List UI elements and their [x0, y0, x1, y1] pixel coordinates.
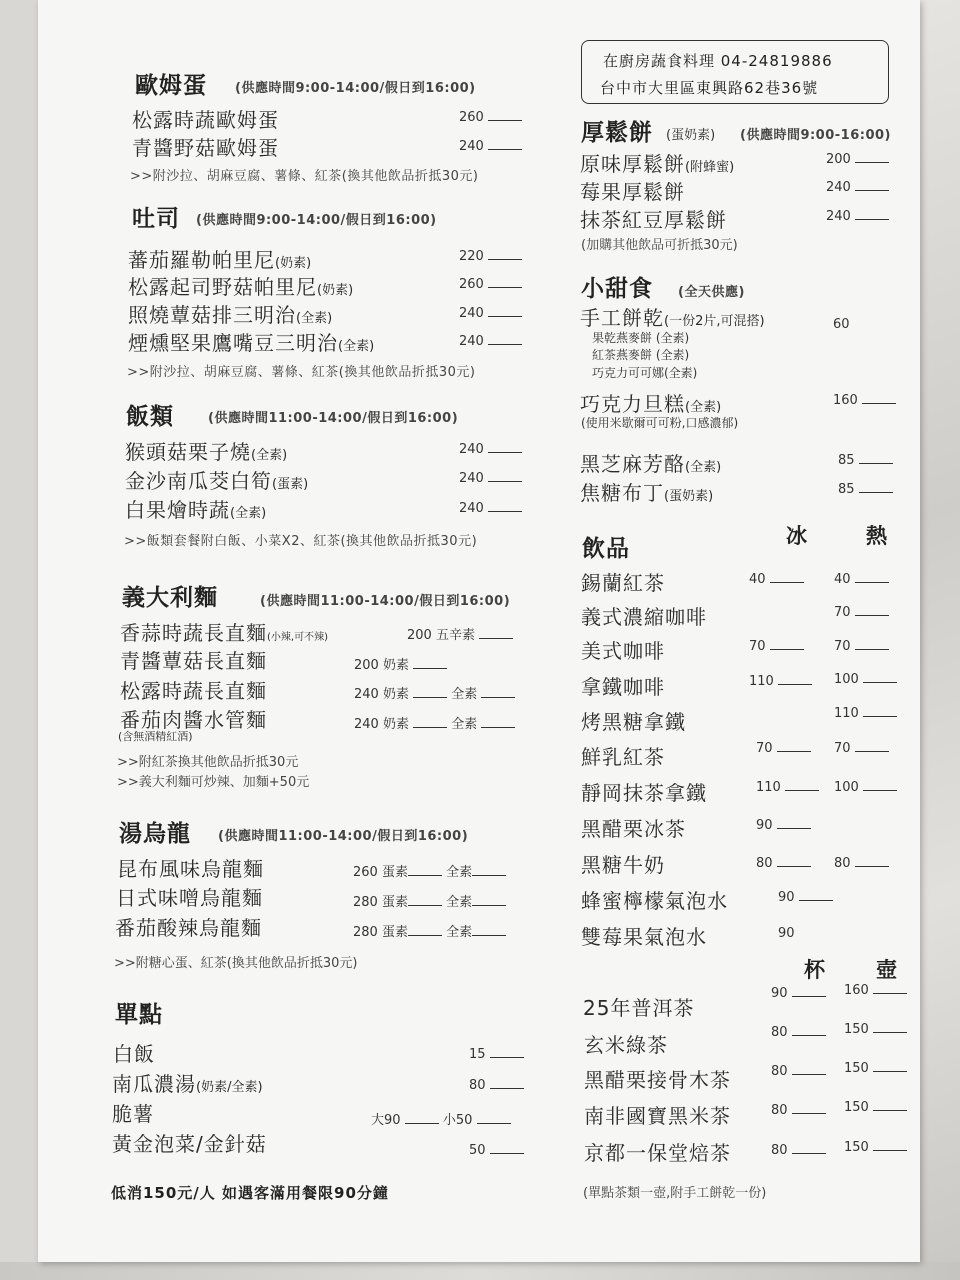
order-blank [488, 472, 522, 482]
marble-background [920, 0, 960, 1280]
menu-item-price: 240 [459, 471, 484, 486]
order-blank [855, 153, 889, 163]
menu-item-name: 手工餅乾 [580, 306, 664, 330]
menu-item-name: 青醬野菇歐姆蛋 [132, 136, 279, 160]
pot-price: 150 [844, 1061, 869, 1076]
menu-item-name: 番茄肉醬水管麵 [120, 708, 267, 732]
diet-tag: (全素) [251, 448, 288, 463]
cup-price: 80 [771, 1143, 788, 1158]
menu-item-name: 蕃茄羅勒帕里尼 [128, 248, 275, 272]
menu-item-name: 猴頭菇栗子燒 [125, 440, 251, 464]
toast-note: >>附沙拉、胡麻豆腐、薯條、紅茶(換其他飲品折抵30元) [127, 365, 476, 380]
cup-price: 80 [771, 1103, 788, 1118]
ice-price: 80 [756, 856, 773, 871]
pancake-note: (加購其他飲品可折抵30元) [581, 238, 738, 253]
order-blank [859, 483, 893, 493]
menu-item-price: 200 五辛素 [407, 628, 475, 643]
menu-item-name: 錫蘭紅茶 [581, 571, 665, 595]
order-blank [863, 781, 897, 791]
menu-item-name: 烤黑糖拿鐵 [581, 710, 686, 734]
rice-note: >>飯類套餐附白飯、小菜X2、紅茶(換其他飲品折抵30元) [124, 534, 478, 549]
menu-item-price: 240 [826, 209, 851, 224]
menu-item-name: 25年普洱茶 [583, 996, 695, 1020]
rice-hours: (供應時間11:00-14:00/假日到16:00) [208, 411, 459, 426]
column-header-ice: 冰 [786, 524, 808, 548]
section-title-omelette: 歐姆蛋 [135, 73, 207, 99]
order-blank [859, 454, 893, 464]
cup-price: 90 [771, 986, 788, 1001]
ice-price: 90 [778, 890, 795, 905]
order-blank [477, 1114, 511, 1124]
menu-item-name: 抹茶紅豆厚鬆餅 [580, 208, 727, 232]
order-blank [778, 675, 812, 685]
order-blank [413, 718, 447, 728]
order-blank [792, 987, 826, 997]
column-header-cup: 杯 [804, 958, 826, 982]
hot-price: 80 [834, 856, 851, 871]
order-blank [862, 394, 896, 404]
order-blank [481, 688, 515, 698]
menu-item-price: 240 [459, 306, 484, 321]
cookie-type: 巧克力可可娜(全素) [592, 366, 698, 380]
ice-price: 90 [778, 926, 795, 941]
order-blank [488, 111, 522, 121]
order-blank [479, 629, 513, 639]
menu-item-price: 200 奶素 [354, 658, 409, 673]
order-blank [792, 1026, 826, 1036]
size-option: 大90 [371, 1113, 401, 1128]
menu-item-name: 原味厚鬆餅 [580, 152, 685, 176]
order-blank [777, 742, 811, 752]
hot-price: 100 [834, 672, 859, 687]
pancake-diet: (蛋奶素) [666, 128, 716, 143]
order-blank [777, 819, 811, 829]
menu-item-name: 松露起司野菇帕里尼 [128, 275, 317, 299]
order-blank [488, 335, 522, 345]
section-title-pasta: 義大利麵 [122, 585, 218, 611]
diet-tag: (小辣,可不辣) [267, 632, 328, 643]
menu-item-name: 松露時蔬歐姆蛋 [132, 108, 279, 132]
pasta-wine-note: (含無酒精紅酒) [118, 730, 193, 743]
order-blank [488, 250, 522, 260]
udon-hours: (供應時間11:00-14:00/假日到16:00) [218, 829, 469, 844]
order-blank [770, 573, 804, 583]
pot-price: 150 [844, 1022, 869, 1037]
menu-item-price: 240 奶素 [354, 717, 409, 732]
diet-option: 全素 [451, 717, 478, 732]
shop-name-phone: 在廚房蔬食料理 04-24819886 [603, 52, 833, 70]
menu-item-name: 南非國寶黑米茶 [584, 1104, 731, 1128]
menu-item-name: 焦糖布丁 [580, 481, 664, 505]
section-title-udon: 湯烏龍 [119, 821, 191, 847]
pancake-hours: (供應時間9:00-16:00) [740, 128, 891, 143]
order-blank [408, 896, 442, 906]
diet-tag: (一份2片,可混搭) [664, 314, 765, 329]
order-blank [785, 781, 819, 791]
cup-price: 80 [771, 1064, 788, 1079]
cookie-type: 紅茶燕麥餅 (全素) [592, 348, 690, 362]
menu-item-price: 160 [833, 393, 858, 408]
diet-option: 全素 [446, 895, 473, 910]
order-blank [792, 1065, 826, 1075]
menu-item-name: 巧克力旦糕 [580, 392, 685, 416]
menu-item-price: 240 [826, 180, 851, 195]
diet-tag: (蛋素) [272, 477, 309, 492]
diet-tag: (蛋奶素) [664, 489, 714, 504]
cookie-type: 果乾燕麥餅 (全素) [592, 331, 690, 345]
hot-price: 70 [834, 741, 851, 756]
ice-price: 110 [749, 674, 774, 689]
section-title-pancake: 厚鬆餅 [581, 120, 653, 146]
order-blank [408, 866, 442, 876]
order-blank [792, 1144, 826, 1154]
menu-item-name: 白飯 [113, 1042, 155, 1066]
menu-item-name: 青醬蕈菇長直麵 [120, 649, 267, 673]
order-blank [873, 1023, 907, 1033]
udon-note: >>附糖心蛋、紅茶(換其他飲品折抵30元) [114, 956, 358, 971]
order-blank [863, 707, 897, 717]
diet-tag: (奶素) [275, 256, 312, 271]
menu-item-price: 220 [459, 249, 484, 264]
order-blank [488, 443, 522, 453]
order-blank [472, 866, 506, 876]
cup-price: 80 [771, 1025, 788, 1040]
toast-hours: (供應時間9:00-14:00/假日到16:00) [196, 213, 437, 228]
section-title-drinks: 飲品 [582, 536, 630, 562]
diet-tag: (全素) [685, 400, 722, 415]
omelette-hours: (供應時間9:00-14:00/假日到16:00) [235, 81, 476, 96]
ice-price: 70 [749, 639, 766, 654]
menu-item-name: 脆薯 [112, 1102, 154, 1126]
menu-item-name: 黑醋栗接骨木茶 [584, 1068, 731, 1092]
menu-item-name: 美式咖啡 [581, 639, 665, 663]
pot-price: 150 [844, 1140, 869, 1155]
menu-item-name: 黃金泡菜/金針菇 [112, 1132, 267, 1156]
column-header-hot: 熱 [866, 524, 888, 548]
order-blank [873, 984, 907, 994]
diet-option: 全素 [446, 925, 473, 940]
menu-item-name: 黑芝麻芳酪 [580, 452, 685, 476]
dessert-hours: (全天供應) [678, 285, 745, 300]
order-blank [405, 1114, 439, 1124]
menu-item-name: 黑糖牛奶 [581, 853, 665, 877]
menu-item-name: 白果燴時蔬 [125, 498, 230, 522]
tea-note: (單點茶類一壺,附手工餅乾一份) [583, 1186, 767, 1201]
menu-item-price: 85 [838, 453, 855, 468]
menu-item-name: 京都一保堂焙茶 [584, 1141, 731, 1165]
pasta-note: >>義大利麵可炒辣、加麵+50元 [117, 775, 310, 790]
diet-tag: (全素) [338, 339, 375, 354]
order-blank [855, 606, 889, 616]
menu-item-price: 260 [459, 277, 484, 292]
order-blank [873, 1062, 907, 1072]
menu-item-name: 南瓜濃湯 [112, 1072, 196, 1096]
ice-price: 110 [756, 780, 781, 795]
pot-price: 150 [844, 1100, 869, 1115]
order-blank [873, 1141, 907, 1151]
pasta-note: >>附紅茶換其他飲品折抵30元 [117, 755, 299, 770]
menu-item-price: 80 [469, 1078, 486, 1093]
order-blank [481, 718, 515, 728]
menu-item-price: 240 [459, 139, 484, 154]
hot-price: 100 [834, 780, 859, 795]
shop-address: 台中市大里區東興路62巷36號 [600, 79, 819, 97]
column-header-pot: 壺 [876, 958, 898, 982]
order-blank [855, 181, 889, 191]
diet-option: 蛋素 [381, 895, 408, 910]
menu-item-price: 240 [459, 501, 484, 516]
order-blank [855, 857, 889, 867]
order-blank [490, 1048, 524, 1058]
diet-option: 蛋素 [381, 925, 408, 940]
menu-item-price: 240 [459, 442, 484, 457]
menu-item-name: 雙莓果氣泡水 [581, 925, 707, 949]
ice-price: 90 [756, 818, 773, 833]
order-blank [855, 640, 889, 650]
order-blank [488, 307, 522, 317]
menu-sheet [38, 0, 920, 1262]
order-blank [792, 1104, 826, 1114]
order-blank [777, 857, 811, 867]
order-blank [413, 688, 447, 698]
section-title-single: 單點 [115, 1002, 163, 1028]
ice-price: 70 [756, 741, 773, 756]
order-blank [799, 891, 833, 901]
menu-item-name: 義式濃縮咖啡 [581, 605, 707, 629]
diet-tag: (全素) [230, 506, 267, 521]
order-blank [488, 278, 522, 288]
diet-tag: (奶素) [317, 283, 354, 298]
ice-price: 40 [749, 572, 766, 587]
menu-item-name: 煙燻堅果鷹嘴豆三明治 [128, 331, 338, 355]
order-blank [490, 1079, 524, 1089]
order-blank [863, 673, 897, 683]
menu-item-price: 50 [469, 1143, 486, 1158]
hot-price: 40 [834, 572, 851, 587]
menu-item-price: 280 [353, 895, 378, 910]
order-blank [855, 210, 889, 220]
section-title-dessert: 小甜食 [581, 276, 653, 302]
menu-item-price: 15 [469, 1047, 486, 1062]
menu-item-price: 85 [838, 482, 855, 497]
cake-note: (使用米歇爾可可粉,口感濃郁) [581, 416, 739, 430]
diet-option: 蛋素 [381, 865, 408, 880]
pot-price: 160 [844, 983, 869, 998]
menu-item-price: 200 [826, 152, 851, 167]
menu-item-name: 日式味噌烏龍麵 [116, 886, 263, 910]
order-blank [472, 896, 506, 906]
minimum-charge-note: 低消150元/人 如遇客滿用餐限90分鐘 [111, 1184, 389, 1202]
order-blank [488, 140, 522, 150]
diet-tag: (全素) [685, 460, 722, 475]
order-blank [413, 659, 447, 669]
order-blank [873, 1101, 907, 1111]
menu-item-name: 昆布風味烏龍麵 [117, 857, 264, 881]
menu-item-name: 蜂蜜檸檬氣泡水 [581, 889, 728, 913]
menu-item-price: 240 [459, 334, 484, 349]
size-option: 小50 [442, 1113, 473, 1128]
menu-item-name: 靜岡抹茶拿鐵 [581, 781, 707, 805]
menu-item-name: 鮮乳紅茶 [581, 745, 665, 769]
order-blank [488, 502, 522, 512]
order-blank [472, 926, 506, 936]
order-blank [490, 1144, 524, 1154]
menu-item-price: 240 奶素 [354, 687, 409, 702]
menu-item-name: 照燒蕈菇排三明治 [128, 303, 296, 327]
hot-price: 70 [834, 605, 851, 620]
order-blank [408, 926, 442, 936]
diet-tag: (全素) [296, 311, 333, 326]
menu-item-name: 松露時蔬長直麵 [120, 679, 267, 703]
order-blank [855, 742, 889, 752]
order-blank [855, 573, 889, 583]
menu-item-name: 香蒜時蔬長直麵 [120, 621, 267, 645]
order-blank [770, 640, 804, 650]
menu-item-price: 60 [833, 317, 850, 332]
diet-option: 全素 [446, 865, 473, 880]
menu-item-name: 黑醋栗冰茶 [581, 817, 686, 841]
pasta-hours: (供應時間11:00-14:00/假日到16:00) [260, 594, 511, 609]
menu-item-name: 金沙南瓜茭白筍 [125, 469, 272, 493]
diet-tag: (附蜂蜜) [685, 160, 735, 175]
section-title-rice: 飯類 [126, 404, 174, 430]
diet-option: 全素 [451, 687, 478, 702]
menu-item-price: 280 [353, 925, 378, 940]
hot-price: 70 [834, 639, 851, 654]
diet-tag: (奶素/全素) [196, 1080, 263, 1095]
menu-item-name: 拿鐵咖啡 [581, 675, 665, 699]
menu-item-name: 莓果厚鬆餅 [580, 180, 685, 204]
marble-background-bottom [0, 1262, 960, 1280]
omelette-note: >>附沙拉、胡麻豆腐、薯條、紅茶(換其他飲品折抵30元) [130, 169, 479, 184]
menu-item-price: 260 [353, 865, 378, 880]
menu-item-name: 番茄酸辣烏龍麵 [115, 916, 262, 940]
hot-price: 110 [834, 706, 859, 721]
section-title-toast: 吐司 [132, 206, 180, 232]
menu-item-name: 玄米綠茶 [584, 1033, 668, 1057]
menu-item-price: 260 [459, 110, 484, 125]
